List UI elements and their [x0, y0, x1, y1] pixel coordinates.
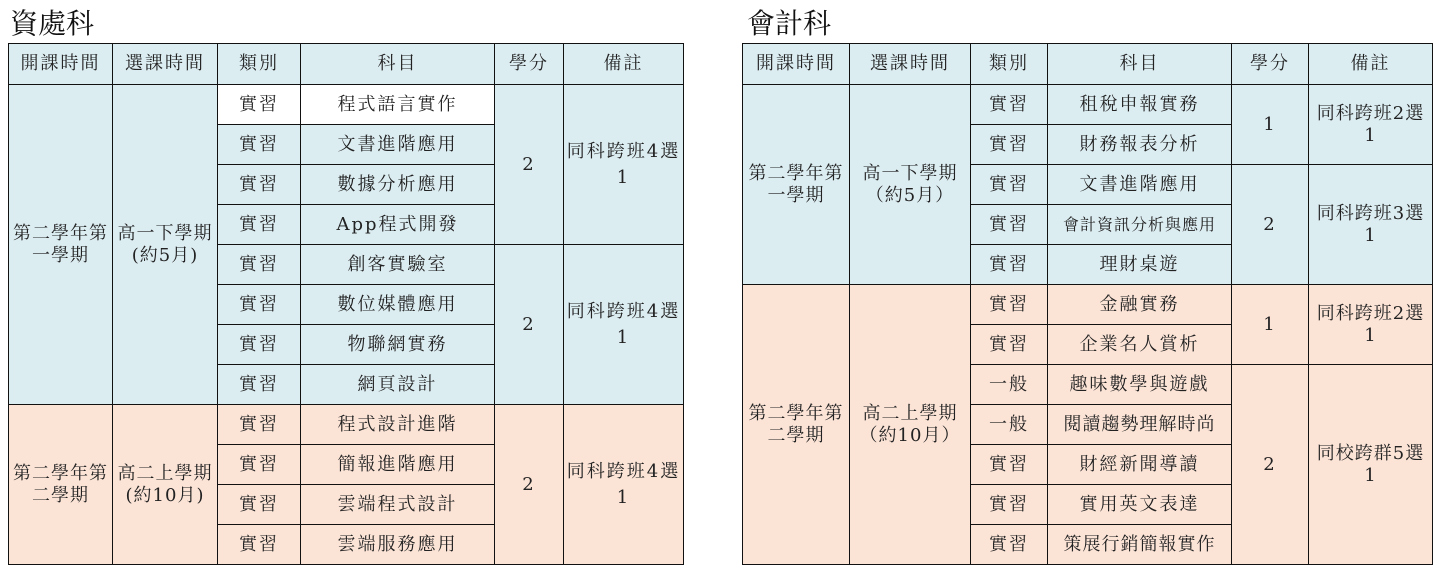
- subject-cell: 數位媒體應用: [301, 285, 495, 325]
- subject-cell: 數據分析應用: [301, 165, 495, 205]
- type-cell: 一般: [971, 405, 1048, 445]
- type-cell: 實習: [971, 205, 1048, 245]
- credit-cell: 1: [1232, 285, 1309, 365]
- note-cell: 同科跨班4選1: [564, 405, 684, 565]
- table-row: [743, 85, 1433, 125]
- subject-cell: 創客實驗室: [301, 245, 495, 285]
- note-cell: 同科跨班2選1: [1309, 85, 1433, 165]
- subject-cell: 文書進階應用: [301, 125, 495, 165]
- type-cell: 實習: [218, 445, 301, 485]
- credit-cell: 2: [495, 85, 564, 245]
- subject-cell: 財務報表分析: [1048, 125, 1232, 165]
- select-time-cell: 高一下學期（約5月）: [850, 85, 971, 285]
- subject-cell: 程式設計進階: [301, 405, 495, 445]
- subject-cell: 實用英文表達: [1048, 485, 1232, 525]
- type-cell: 實習: [218, 485, 301, 525]
- subject-cell: 程式語言實作: [301, 85, 495, 125]
- credit-cell: 1: [1232, 85, 1309, 165]
- right-table-title: 會計科: [747, 7, 832, 40]
- subject-cell: 文書進階應用: [1048, 165, 1232, 205]
- type-cell: 實習: [218, 405, 301, 445]
- type-cell: 實習: [971, 245, 1048, 285]
- type-cell: 實習: [218, 85, 301, 125]
- type-cell: 實習: [971, 325, 1048, 365]
- left-table-title: 資處科: [10, 7, 95, 40]
- subject-cell: 財經新聞導讀: [1048, 445, 1232, 485]
- type-cell: 實習: [218, 205, 301, 245]
- header-credit: 學分: [495, 44, 564, 85]
- open-time-cell: 第二學年第二學期: [743, 285, 850, 565]
- type-cell: 一般: [971, 365, 1048, 405]
- note-cell: 同科跨班4選1: [564, 85, 684, 245]
- type-cell: 實習: [971, 165, 1048, 205]
- type-cell: 實習: [218, 285, 301, 325]
- subject-cell: App程式開發: [301, 205, 495, 245]
- header-subject: 科目: [301, 44, 495, 85]
- credit-cell: 2: [1232, 365, 1309, 565]
- subject-cell: 雲端程式設計: [301, 485, 495, 525]
- select-time-cell: 高二上學期（約10月）: [850, 285, 971, 565]
- left-course-table: [8, 43, 684, 565]
- right-course-table: [742, 43, 1433, 565]
- header-note: 備註: [564, 44, 684, 85]
- subject-cell: 簡報進階應用: [301, 445, 495, 485]
- subject-cell: 趣味數學與遊戲: [1048, 365, 1232, 405]
- note-cell: 同科跨班3選1: [1309, 165, 1433, 285]
- credit-cell: 2: [495, 405, 564, 565]
- header-open-time: 開課時間: [9, 44, 113, 85]
- subject-cell: 閱讀趨勢理解時尚: [1048, 405, 1232, 445]
- subject-cell: 理財桌遊: [1048, 245, 1232, 285]
- table-row: [9, 405, 684, 445]
- credit-cell: 2: [495, 245, 564, 405]
- select-time-cell: 高二上學期(約10月): [113, 405, 218, 565]
- header-credit: 學分: [1232, 44, 1309, 85]
- type-cell: 實習: [971, 525, 1048, 565]
- subject-cell: 租稅申報實務: [1048, 85, 1232, 125]
- subject-cell: 企業名人賞析: [1048, 325, 1232, 365]
- note-cell: 同科跨班2選1: [1309, 285, 1433, 365]
- type-cell: 實習: [971, 125, 1048, 165]
- header-type: 類別: [218, 44, 301, 85]
- header-select-time: 選課時間: [850, 44, 971, 85]
- header-type: 類別: [971, 44, 1048, 85]
- type-cell: 實習: [971, 85, 1048, 125]
- table-row: [9, 85, 684, 125]
- credit-cell: 2: [1232, 165, 1309, 285]
- subject-cell: 網頁設計: [301, 365, 495, 405]
- open-time-cell: 第二學年第一學期: [743, 85, 850, 285]
- open-time-cell: 第二學年第二學期: [9, 405, 113, 565]
- subject-cell: 會計資訊分析與應用: [1048, 205, 1232, 245]
- header-note: 備註: [1309, 44, 1433, 85]
- select-time-cell: 高一下學期(約5月): [113, 85, 218, 405]
- table-header-row: [9, 44, 684, 85]
- type-cell: 實習: [971, 485, 1048, 525]
- header-select-time: 選課時間: [113, 44, 218, 85]
- type-cell: 實習: [218, 165, 301, 205]
- open-time-cell: 第二學年第一學期: [9, 85, 113, 405]
- table-row: [743, 285, 1433, 325]
- type-cell: 實習: [218, 245, 301, 285]
- subject-cell: 策展行銷簡報實作: [1048, 525, 1232, 565]
- subject-cell: 物聯網實務: [301, 325, 495, 365]
- type-cell: 實習: [218, 365, 301, 405]
- header-subject: 科目: [1048, 44, 1232, 85]
- type-cell: 實習: [971, 445, 1048, 485]
- type-cell: 實習: [218, 525, 301, 565]
- type-cell: 實習: [218, 125, 301, 165]
- note-cell: 同校跨群5選1: [1309, 365, 1433, 565]
- note-cell: 同科跨班4選1: [564, 245, 684, 405]
- table-header-row: [743, 44, 1433, 85]
- subject-cell: 金融實務: [1048, 285, 1232, 325]
- header-open-time: 開課時間: [743, 44, 850, 85]
- type-cell: 實習: [971, 285, 1048, 325]
- type-cell: 實習: [218, 325, 301, 365]
- subject-cell: 雲端服務應用: [301, 525, 495, 565]
